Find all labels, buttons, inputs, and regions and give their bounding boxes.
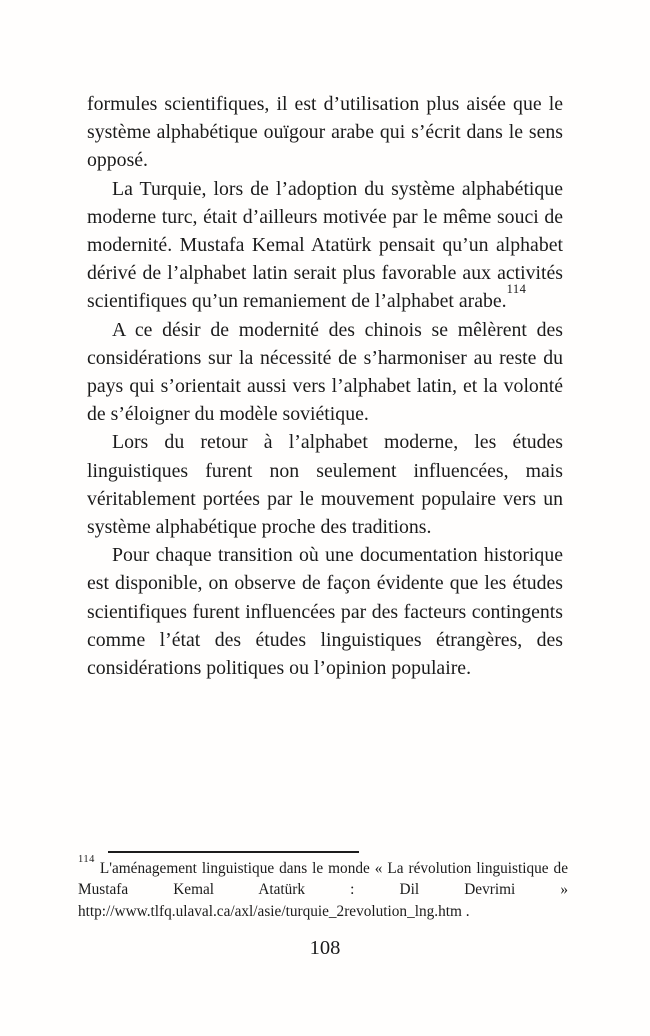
page-number: 108 <box>309 937 341 959</box>
footnote-reference: 114 <box>506 281 527 296</box>
body-paragraph <box>87 175 563 316</box>
footnote-marker: 114 <box>78 853 95 865</box>
footnote-line: Mustafa Kemal Atatürk : Dil Devrimi » <box>78 881 568 899</box>
body-text <box>87 90 563 682</box>
footnote-text: L'aménagement linguistique dans le monde « La révolution linguistique de <box>99 860 568 877</box>
body-paragraph: A ce désir de modernité des chinois se mêlèrent des considérations sur la nécessité de s’harmoniser au reste du pays qui s’orientait aussi vers l’alphabet latin, et la volonté de s’éloigner du modèle soviétique. <box>87 318 563 426</box>
body-paragraph: Lors du retour à l’alphabet moderne, les études linguistiques furent non seulement influencées, mais véritablement portées par le mouvement populaire vers un système alphabétique proche des traditions. <box>87 431 563 539</box>
footnote-url: http://www.tlfq.ulaval.ca/axl/asie/turquie_2revolution_lng.htm . <box>78 902 470 920</box>
footnote-line <box>78 853 568 879</box>
body-paragraph: formules scientifiques, il est d’utilisation plus aisée que le système alphabétique ouïgour arabe qui s’écrit dans le sens opposé. <box>87 93 563 172</box>
footnote <box>78 853 568 922</box>
body-paragraph: Pour chaque transition où une documentation historique est disponible, on observe de façon évidente que les études scientifiques furent influencées par des facteurs contingents comme l’état des études linguistiques étrangères, des considérations politiques ou l’opinion populaire. <box>87 544 563 680</box>
body-paragraph-text: La Turquie, lors de l’adoption du système alphabétique moderne turc, était d’ailleurs motivée par le même souci de modernité. Mustafa Kemal Atatürk pensait qu’un alphabet dérivé de l’alphabet latin serait plus favorable aux activités scientifiques qu’un remaniement de l’alphabet arabe. <box>87 177 563 313</box>
footnote-separator <box>108 851 359 853</box>
